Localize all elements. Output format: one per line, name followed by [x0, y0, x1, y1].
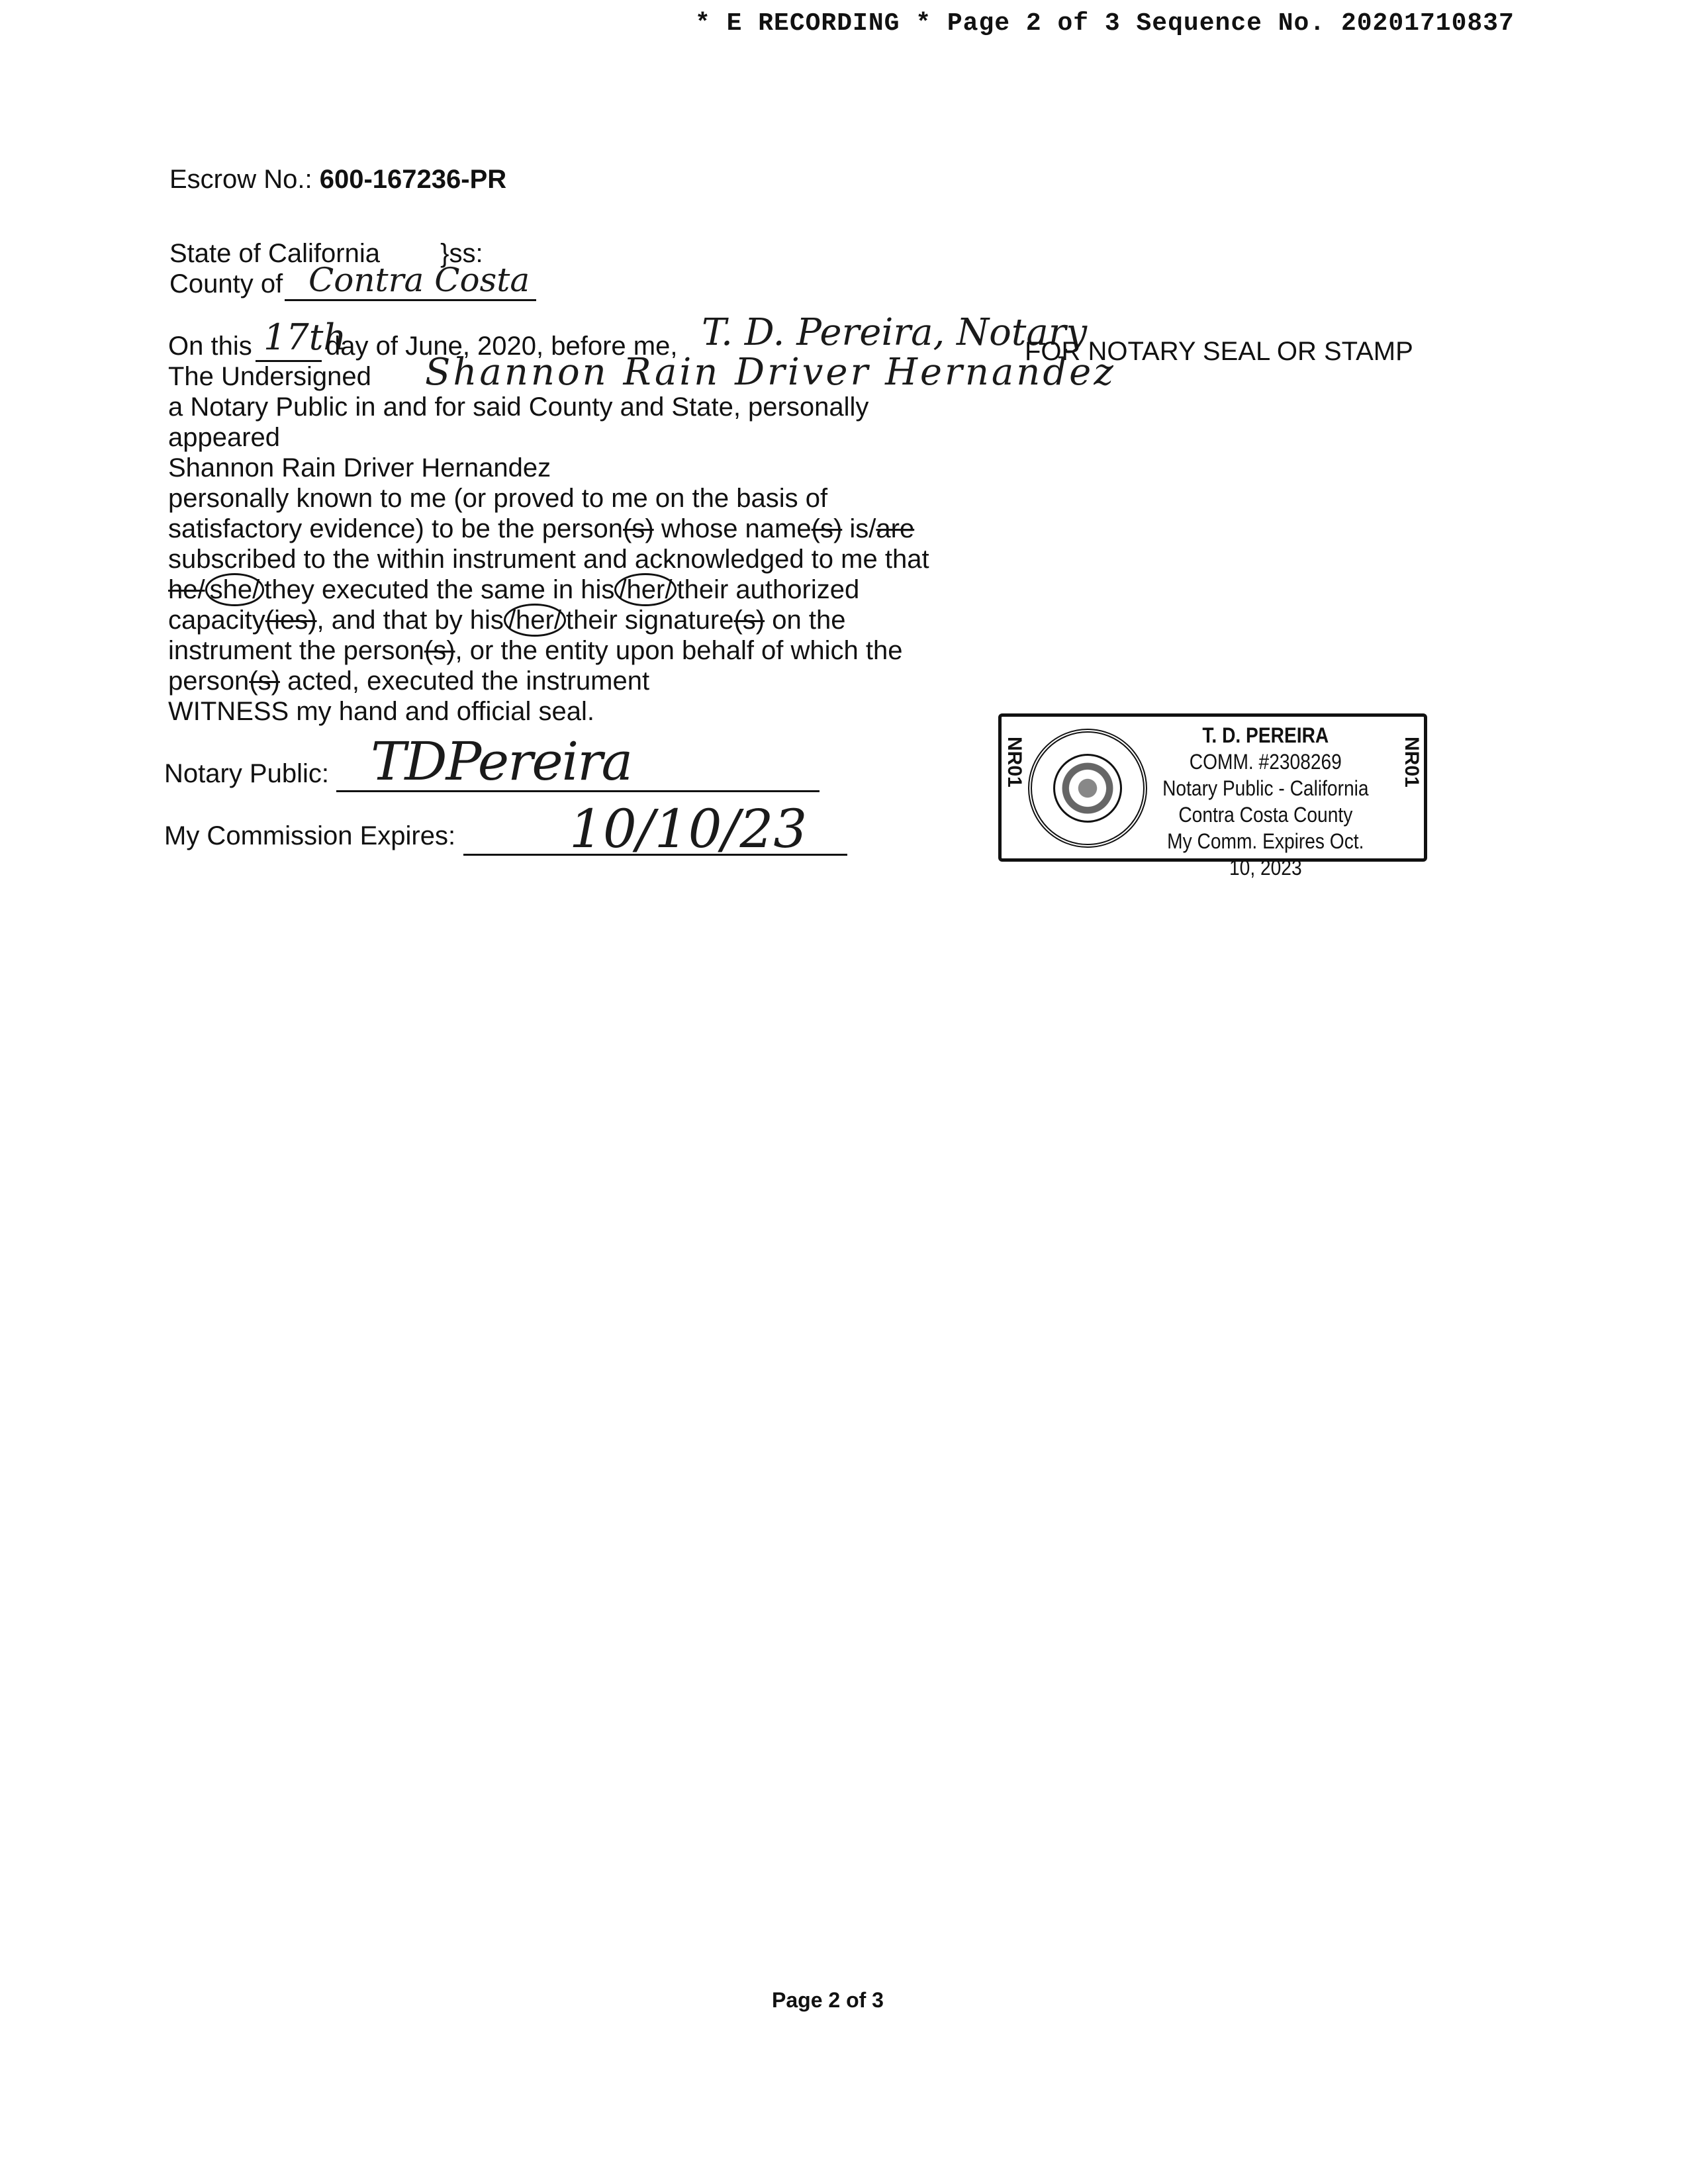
notary-stamp — [998, 713, 1427, 880]
county-underline — [285, 299, 536, 301]
stamp-title: Notary Public - California — [1162, 776, 1369, 800]
stamp-comm: COMM. #2308269 — [1189, 750, 1342, 774]
signature-underline — [336, 790, 820, 792]
state-label: State of California — [169, 239, 380, 268]
ack-line-7b: whose name — [653, 514, 812, 543]
strike-s1: (s) — [623, 514, 654, 543]
ack-line-9a: they executed the same in his — [264, 575, 615, 604]
strike-ies: (ies) — [265, 606, 317, 635]
day-handwritten: 17th — [263, 316, 347, 358]
witness-line: WITNESS my hand and official seal. — [168, 697, 594, 726]
escrow-number: 600-167236-PR — [319, 165, 507, 194]
stamp-side-code-left: NR01 — [1004, 737, 1025, 788]
ack-line-10c: their signature — [565, 606, 734, 635]
stamp-info — [1158, 722, 1374, 881]
strike-are: are — [876, 514, 915, 543]
notary-signature: TDPereira — [371, 731, 632, 792]
ack-line-7a: satisfactory evidence) to be the person — [168, 514, 624, 543]
county-label: County of — [169, 269, 283, 298]
expires-underline — [463, 854, 847, 856]
undersigned-label: The Undersigned — [168, 362, 371, 391]
ss-mark: }ss: — [440, 239, 483, 268]
ack-line-6: personally known to me (or proved to me on the basis of — [168, 484, 828, 513]
expires-handwritten: 10/10/23 — [569, 798, 808, 860]
ack-line-7 — [168, 514, 914, 544]
ack-line-4: appeared — [168, 423, 281, 452]
seal-caption: FOR NOTARY SEAL OR STAMP — [1025, 337, 1413, 366]
strike-he: he/ — [168, 575, 205, 604]
ack-line-7c: is/ — [842, 514, 876, 543]
escrow-line — [169, 164, 506, 195]
on-this-label: On this — [168, 332, 252, 361]
ack-line-11a: instrument the person — [168, 636, 424, 665]
ack-line-10d: on the — [765, 606, 846, 635]
signer-handwritten: Shannon Rain Driver Hernandez — [425, 351, 1116, 394]
ack-line-10a: capacity — [168, 606, 265, 635]
ack-line-12b: acted, executed the instrument — [279, 666, 650, 696]
state-seal-center-icon — [1053, 754, 1122, 823]
ack-line-10b: , and that by his — [316, 606, 504, 635]
ack-line-12a: person — [168, 666, 250, 696]
circled-her-2: /her/ — [504, 604, 566, 637]
ack-line-11 — [168, 635, 903, 666]
ack-line-3: a Notary Public in and for said County and State, personally — [168, 392, 869, 422]
strike-s4: (s) — [424, 636, 455, 665]
notary-public-label: Notary Public: — [164, 759, 329, 788]
expires-label: My Commission Expires: — [164, 821, 456, 850]
ack-line-12 — [168, 666, 649, 696]
strike-s5: (s) — [249, 666, 280, 696]
county-handwritten: Contra Costa — [308, 261, 530, 299]
stamp-side-code-right: NR01 — [1401, 737, 1423, 788]
notary-handwritten-name: T. D. Pereira, Notary — [702, 311, 1088, 354]
ack-line-8: subscribed to the within instrument and acknowledged to me that — [168, 545, 929, 574]
strike-s3: (s) — [733, 606, 765, 635]
recording-header: * E RECORDING * Page 2 of 3 Sequence No. 20201710837 — [695, 9, 1515, 38]
ack-line-10 — [168, 605, 845, 635]
stamp-county: Contra Costa County — [1178, 803, 1353, 827]
page-footer: Page 2 of 3 — [772, 1988, 884, 2012]
stamp-expires: My Comm. Expires Oct. 10, 2023 — [1167, 829, 1364, 880]
signer-typed: Shannon Rain Driver Hernandez — [168, 453, 551, 482]
escrow-label: Escrow No.: — [169, 165, 312, 194]
ack-line-9 — [168, 574, 859, 605]
strike-s2: (s) — [811, 514, 843, 543]
day-of-text: day of June, 2020, before me, — [326, 332, 678, 361]
ack-line-11b: , or the entity upon behalf of which the — [455, 636, 903, 665]
circled-she: she/ — [205, 573, 265, 606]
state-seal-icon — [1028, 729, 1147, 848]
circled-her-1: /her/ — [614, 573, 677, 606]
ack-line-9b: their authorized — [677, 575, 860, 604]
stamp-name: T. D. PEREIRA — [1202, 723, 1329, 747]
